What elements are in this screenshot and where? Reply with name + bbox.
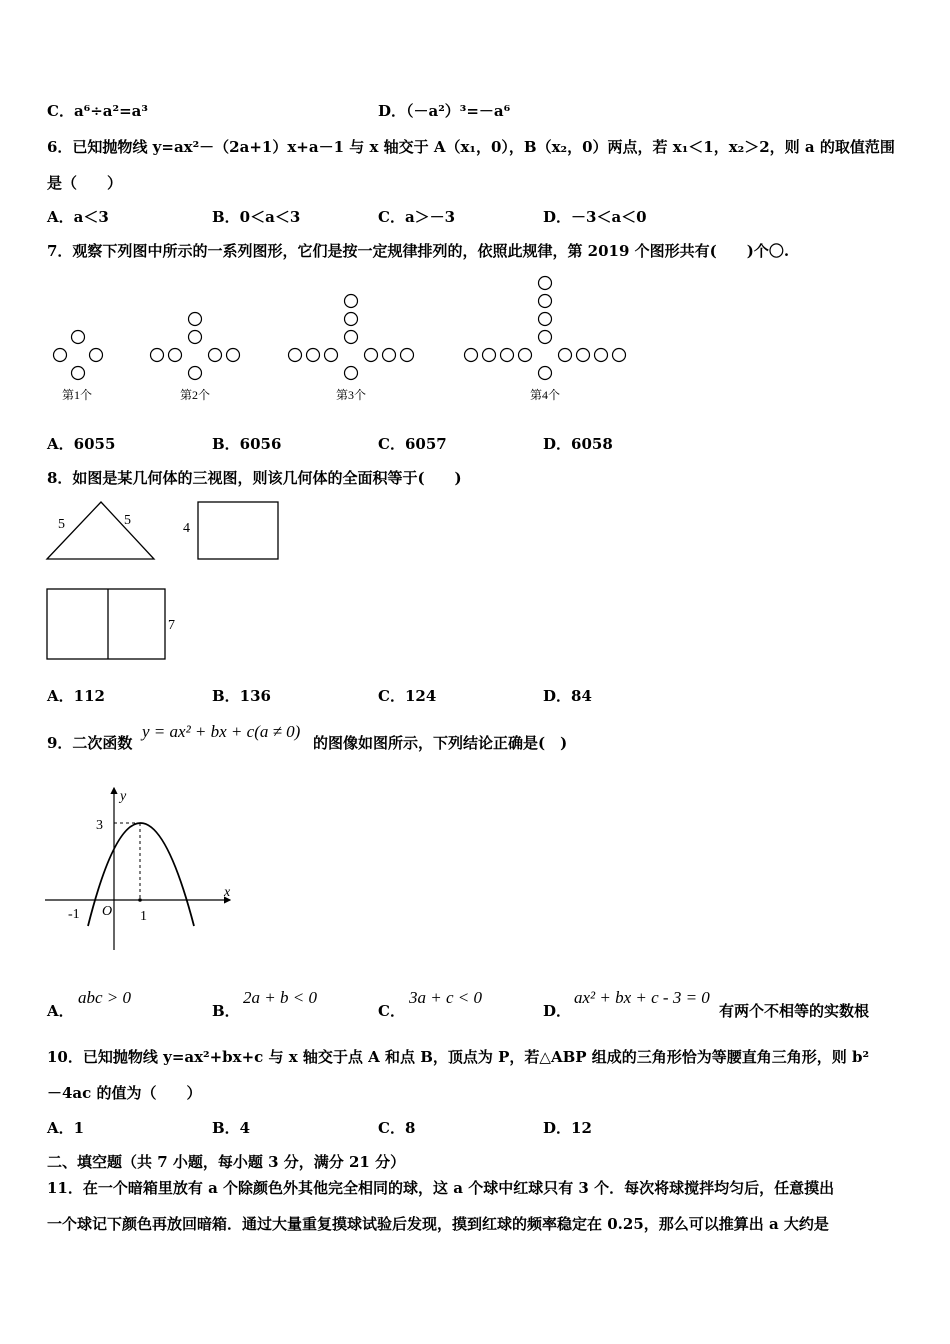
q9-option-d-letter: D． <box>543 1002 572 1020</box>
side-view-rectangle <box>198 502 278 559</box>
q10-option-b: B．4 <box>212 1119 251 1137</box>
q11-line2: 一个球记下颜色再放回暗箱．通过大量重复摸球试验后发现，摸到红球的频率稳定在 0.25，那么可以推算出 a 大约是 <box>47 1215 829 1233</box>
q6-stem-line1: 6．已知抛物线 y=ax²－（2a+1）x+a－1 与 x 轴交于 A（x₁，0），B（x₂，0）两点，若 x₁＜1，x₂＞2，则 a 的取值范围 <box>47 138 895 156</box>
top-view-rectangle <box>47 589 165 659</box>
q9-formula: y = ax² + bx + c(a ≠ 0) <box>142 722 301 741</box>
pattern-3 <box>289 295 414 380</box>
q9-option-d-tail: 有两个不相等的实数根 <box>719 1002 870 1020</box>
q6-option-d: D．－3＜a＜0 <box>543 208 647 226</box>
q9-option-b-expr: 2a + b < 0 <box>243 988 317 1007</box>
q8-option-b: B．136 <box>212 687 271 705</box>
q7-stem: 7．观察下列图中所示的一系列图形，它们是按一定规律排列的，依照此规律，第 2019 个图形共有( )个〇. <box>47 242 790 260</box>
q11-line1: 11．在一个暗箱里放有 a 个除颜色外其他完全相同的球，这 a 个球中红球只有 3 个．每次将球搅拌均匀后，任意摸出 <box>47 1179 835 1197</box>
label-one: 1 <box>140 909 147 924</box>
section-2-title: 二、填空题（共 7 小题，每小题 3 分，满分 21 分） <box>47 1153 406 1171</box>
pattern-4 <box>465 277 626 380</box>
pattern-label-4: 第4个 <box>530 388 561 402</box>
label-height: 4 <box>183 521 190 536</box>
label-minus-one: -1 <box>68 907 80 922</box>
y-label: y <box>120 789 127 804</box>
q9-option-d-expr: ax² + bx + c - 3 = 0 <box>574 988 710 1007</box>
q9-stem-suffix: 的图像如图所示，下列结论正确是( ) <box>313 734 568 752</box>
q7-option-a: A．6055 <box>47 435 116 453</box>
q8-option-a: A．112 <box>47 687 105 705</box>
q7-option-b: B．6056 <box>212 435 282 453</box>
q9-stem-prefix: 9．二次函数 <box>47 734 133 752</box>
pattern-label-1: 第1个 <box>62 388 93 402</box>
q8-option-c: C．124 <box>378 687 437 705</box>
x-label: x <box>224 885 231 900</box>
q7-pattern-figure <box>40 268 640 408</box>
q6-stem-line2: 是（ ） <box>47 174 123 192</box>
q7-option-c: C．6057 <box>378 435 447 453</box>
q8-stem: 8．如图是某几何体的三视图，则该几何体的全面积等于( ) <box>47 469 462 487</box>
q8-option-d: D．84 <box>543 687 592 705</box>
q10-stem-line2: －4ac 的值为（ ） <box>47 1084 202 1102</box>
q9-option-a-expr: abc > 0 <box>78 988 132 1007</box>
q9-option-c-expr: 3a + c < 0 <box>409 988 482 1007</box>
q9-option-a-letter: A． <box>47 1002 74 1020</box>
q7-option-d: D．6058 <box>543 435 613 453</box>
q5-option-d: D．（－a²）³=－a⁶ <box>378 102 511 120</box>
label-side-right: 5 <box>124 513 131 528</box>
q9-option-c-letter: C． <box>378 1002 405 1020</box>
label-origin: O <box>102 904 113 919</box>
q8-three-views-figure <box>40 498 290 668</box>
pattern-2 <box>151 313 240 380</box>
q6-option-a: A．a＜3 <box>47 208 109 226</box>
pattern-label-2: 第2个 <box>180 388 211 402</box>
q6-option-b: B．0＜a＜3 <box>212 208 301 226</box>
q6-option-c: C．a＞－3 <box>378 208 456 226</box>
q10-option-d: D．12 <box>543 1119 592 1137</box>
label-length: 7 <box>168 618 175 633</box>
q10-option-a: A．1 <box>47 1119 85 1137</box>
q5-option-c: C．a⁶÷a²=a³ <box>47 102 148 120</box>
q10-option-c: C．8 <box>378 1119 416 1137</box>
pattern-1 <box>54 331 103 380</box>
q9-option-b-letter: B． <box>212 1002 240 1020</box>
q9-parabola-graph <box>40 778 240 958</box>
point-x1 <box>138 898 142 902</box>
pattern-label-3: 第3个 <box>336 388 367 402</box>
q10-stem-line1: 10．已知抛物线 y=ax²+bx+c 与 x 轴交于点 A 和点 B，顶点为 P，若△ABP 组成的三角形恰为等腰直角三角形，则 b² <box>47 1048 870 1066</box>
label-three: 3 <box>96 818 103 833</box>
label-side-left: 5 <box>58 517 65 532</box>
